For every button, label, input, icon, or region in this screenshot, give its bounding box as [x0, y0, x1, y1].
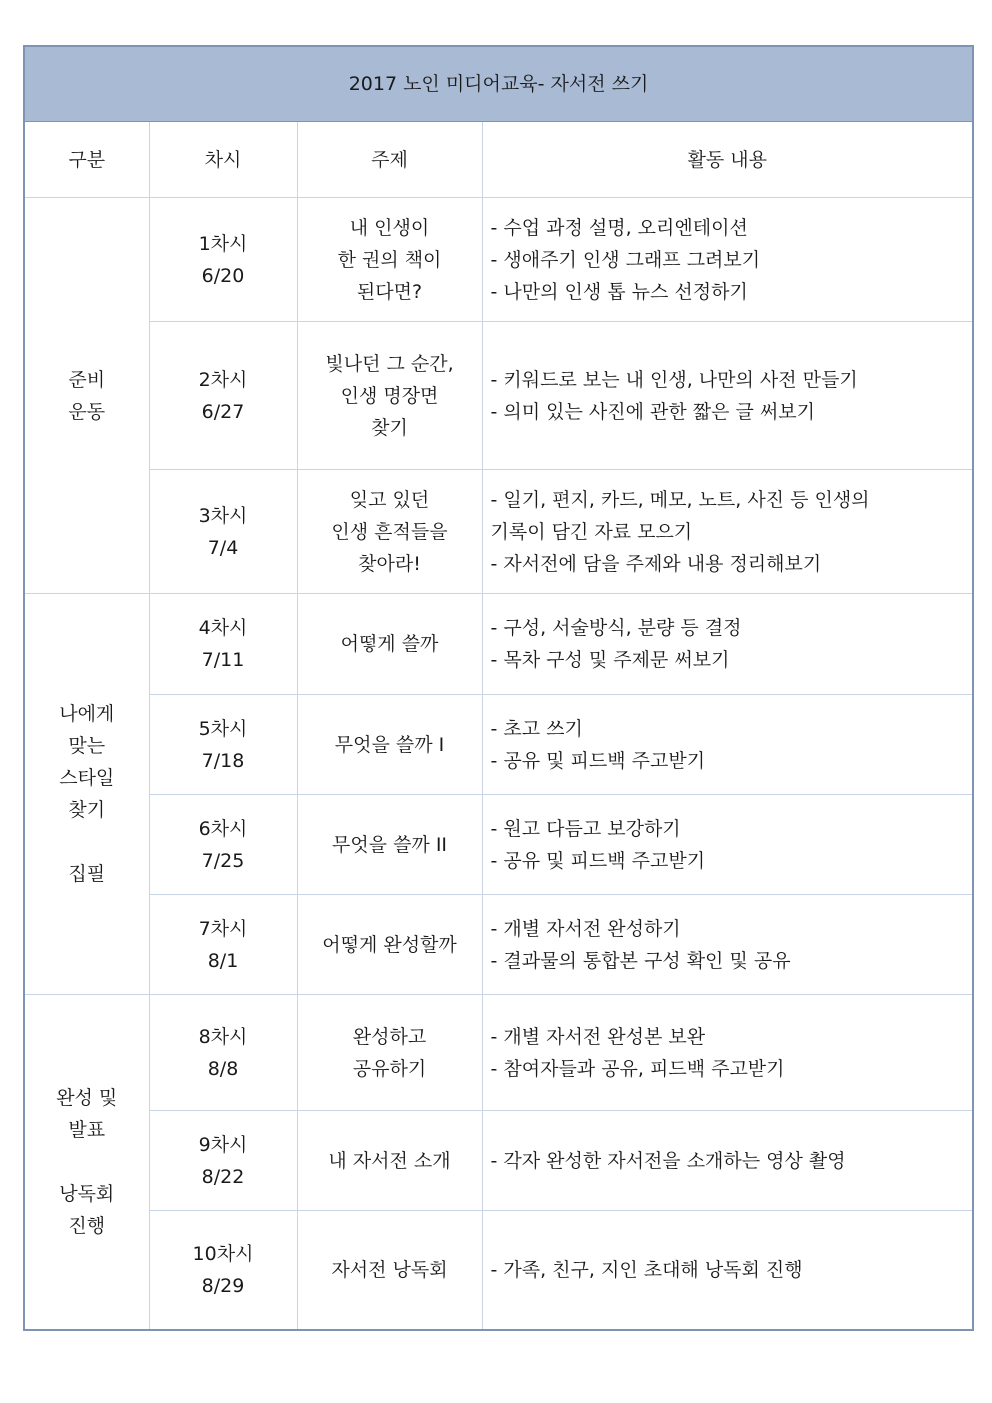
session-row [24, 895, 973, 995]
session-cell [149, 594, 297, 695]
session-row [24, 795, 973, 895]
session-date: 8/1 [207, 949, 239, 972]
topic-line: 어떻게 쓸까 [340, 633, 439, 655]
session-row [24, 695, 973, 795]
activity-cell [482, 470, 973, 594]
session-number: 6차시 [198, 817, 248, 840]
session-cell [149, 470, 297, 594]
topic-line: 잊고 있던 [349, 488, 430, 511]
topic-line: 무엇을 쓸까 I [334, 733, 445, 756]
activity-line: 기록이 담긴 자료 모으기 [490, 520, 693, 543]
session-date: 6/20 [201, 264, 245, 287]
category-line: 발표 [68, 1118, 106, 1141]
session-cell [149, 198, 297, 322]
category-line: 나에게 [59, 703, 115, 725]
session-row [24, 470, 973, 594]
title-row [24, 46, 973, 122]
activity-cell [482, 1111, 973, 1211]
session-number: 2차시 [198, 368, 248, 391]
topic-cell [297, 470, 482, 594]
activity-line: - 참여자들과 공유, 피드백 주고받기 [490, 1057, 785, 1080]
session-number: 10차시 [192, 1242, 254, 1265]
session-row [24, 995, 973, 1111]
topic-cell [297, 1211, 482, 1330]
activity-line: - 초고 쓰기 [490, 717, 583, 740]
category-cell [24, 995, 149, 1330]
session-date: 8/8 [207, 1057, 239, 1080]
topic-line: 빛나던 그 순간, [325, 352, 454, 375]
topic-line: 한 권의 책이 [337, 248, 442, 271]
activity-line: - 키워드로 보는 내 인생, 나만의 사전 만들기 [490, 368, 858, 391]
session-row [24, 594, 973, 695]
session-date: 7/4 [207, 536, 239, 559]
topic-line: 찾기 [371, 416, 408, 439]
activity-cell [482, 795, 973, 895]
session-date: 8/22 [201, 1165, 245, 1188]
activity-cell [482, 895, 973, 995]
session-row [24, 1111, 973, 1211]
topic-line: 공유하기 [352, 1057, 427, 1080]
session-cell [149, 1111, 297, 1211]
activity-line: - 수업 과정 설명, 오리엔테이션 [490, 216, 748, 239]
activity-line: - 구성, 서술방식, 분량 등 결정 [490, 617, 742, 639]
activity-cell [482, 1211, 973, 1330]
activity-cell [482, 198, 973, 322]
session-number: 9차시 [198, 1133, 248, 1156]
category-line: 스타일 [59, 767, 115, 789]
category-line: 진행 [68, 1214, 106, 1237]
topic-cell [297, 995, 482, 1111]
topic-cell [297, 198, 482, 322]
session-date: 7/18 [201, 749, 245, 772]
topic-line: 자서전 낭독회 [331, 1258, 448, 1281]
session-date: 6/27 [201, 400, 245, 423]
activity-line: - 개별 자서전 완성본 보완 [490, 1025, 706, 1048]
activity-cell [482, 322, 973, 470]
topic-cell [297, 322, 482, 470]
category-cell [24, 198, 149, 594]
session-number: 5차시 [198, 717, 248, 740]
session-cell [149, 995, 297, 1111]
session-row [24, 1211, 973, 1330]
activity-line: - 원고 다듬고 보강하기 [490, 817, 681, 840]
header-row [24, 122, 973, 198]
activity-line: - 공유 및 피드백 주고받기 [490, 849, 706, 872]
category-line [33, 1146, 141, 1178]
session-row [24, 322, 973, 470]
topic-cell [297, 895, 482, 995]
session-number: 8차시 [198, 1025, 248, 1048]
activity-line: - 가족, 친구, 지인 초대해 낭독회 진행 [490, 1258, 803, 1281]
header-category: 구분 [24, 122, 149, 198]
session-number: 1차시 [198, 232, 248, 255]
session-cell [149, 322, 297, 470]
topic-line: 된다면? [356, 280, 423, 303]
category-line [33, 826, 141, 858]
category-line: 운동 [68, 400, 106, 423]
activity-cell [482, 995, 973, 1111]
activity-line: - 목차 구성 및 주제문 써보기 [490, 649, 730, 671]
header-topic: 주제 [297, 122, 482, 198]
category-line: 집필 [68, 863, 106, 885]
activity-line: - 각자 완성한 자서전을 소개하는 영상 촬영 [490, 1149, 846, 1172]
session-number: 3차시 [198, 504, 248, 527]
topic-line: 완성하고 [352, 1025, 427, 1048]
category-line: 준비 [68, 368, 106, 391]
topic-cell [297, 1111, 482, 1211]
session-cell [149, 695, 297, 795]
session-number: 7차시 [198, 917, 248, 940]
category-line: 낭독회 [59, 1182, 115, 1205]
topic-line: 내 인생이 [349, 216, 430, 239]
activity-line: - 나만의 인생 톱 뉴스 선정하기 [490, 280, 748, 303]
session-date: 7/11 [201, 649, 245, 671]
topic-line: 어떻게 완성할까 [322, 933, 457, 956]
category-line: 찾기 [68, 799, 106, 821]
session-date: 7/25 [201, 849, 245, 872]
table-title: 2017 노인 미디어교육- 자서전 쓰기 [24, 46, 973, 122]
session-cell [149, 795, 297, 895]
topic-line: 찾아라! [358, 552, 421, 575]
session-cell [149, 895, 297, 995]
activity-line: - 일기, 편지, 카드, 메모, 노트, 사진 등 인생의 [490, 488, 870, 511]
topic-line: 인생 흔적들을 [331, 520, 448, 543]
topic-line: 인생 명장면 [340, 384, 439, 407]
session-row [24, 198, 973, 322]
activity-line: - 개별 자서전 완성하기 [490, 917, 681, 940]
topic-cell [297, 594, 482, 695]
activity-line: - 생애주기 인생 그래프 그려보기 [490, 248, 761, 271]
activity-line: - 결과물의 통합본 구성 확인 및 공유 [490, 949, 791, 972]
curriculum-table [23, 45, 974, 1331]
activity-line: - 자서전에 담을 주제와 내용 정리해보기 [490, 552, 822, 575]
topic-line: 무엇을 쓸까 II [331, 833, 448, 856]
header-session: 차시 [149, 122, 297, 198]
topic-line: 내 자서전 소개 [328, 1149, 451, 1172]
category-line: 맞는 [68, 735, 106, 757]
category-line: 완성 및 [56, 1086, 118, 1109]
activity-cell [482, 594, 973, 695]
header-activity: 활동 내용 [482, 122, 973, 198]
activity-cell [482, 695, 973, 795]
session-cell [149, 1211, 297, 1330]
topic-cell [297, 695, 482, 795]
topic-cell [297, 795, 482, 895]
category-cell [24, 594, 149, 995]
activity-line: - 의미 있는 사진에 관한 짧은 글 써보기 [490, 400, 815, 423]
session-date: 8/29 [201, 1274, 245, 1297]
activity-line: - 공유 및 피드백 주고받기 [490, 749, 706, 772]
session-number: 4차시 [198, 617, 248, 639]
